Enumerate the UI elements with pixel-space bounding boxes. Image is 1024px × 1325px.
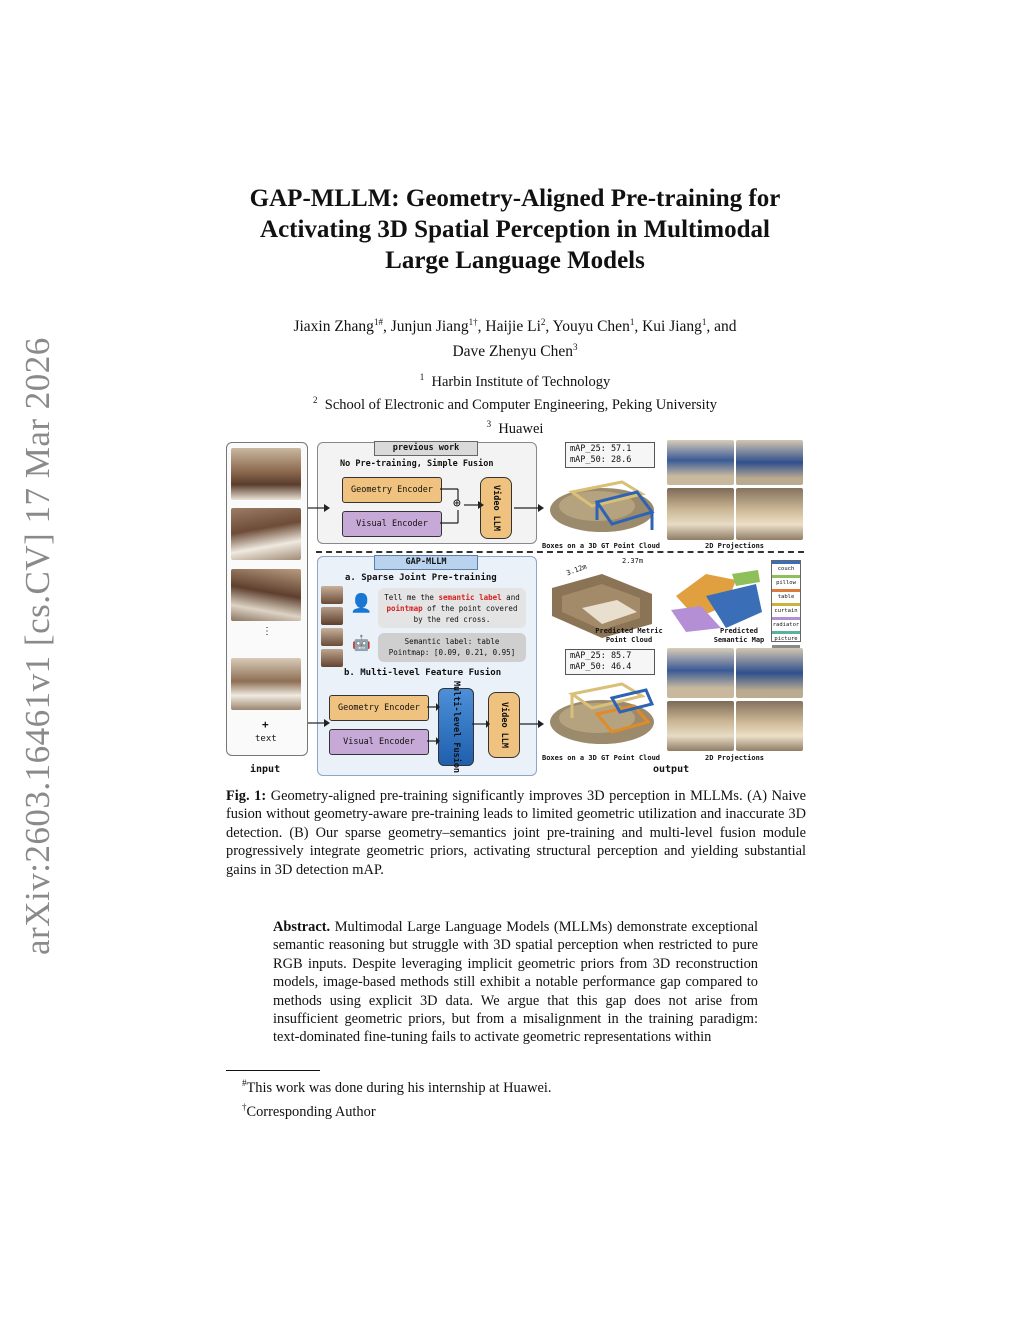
fusion-label: Multi-level Fusion [451,680,461,774]
title-line: Activating 3D Spatial Perception in Multimodal [260,216,770,243]
answer-bubble: Semantic label: table Pointmap: [0.09, 0.21, 0.95] [378,633,526,662]
geometry-encoder-a: Geometry Encoder [342,477,442,503]
abstract-label: Abstract. [273,919,331,935]
legend-item-curtain: curtain [772,603,800,617]
geometry-encoder-b: Geometry Encoder [329,695,429,721]
video-llm-label: Video LLM [499,701,509,749]
video-llm-label: Video LLM [491,484,501,532]
distance-1: 3.12m [565,562,588,578]
abstract [273,918,758,1047]
input-label: input [250,764,281,775]
distance-2: 2.37m [622,557,644,565]
predicted-semantic-map-caption: Predicted Semantic Map [713,627,765,644]
map25-b: mAP_25: 85.7 [570,651,632,661]
caption-text: Geometry-aligned pre-training significantly improves 3D perception in MLLMs. (A) Naive fusion without geometry-aware pre-training leads to limited geometric utilization and inaccurate 3D detection. (B) Our sparse geometry–semantics joint pre-training and multi-level fusion module progressively integrate geometric priors, activating structural perception and yielding substantial gains in 3D detection mAP. [226,788,806,878]
question-bubble: Tell me the semantic label and pointmap of the point covered by the red cross. [378,588,526,628]
projections-caption-b: 2D Projections [705,754,765,762]
robot-icon: 🤖 [352,634,371,652]
part-a-subtitle: No Pre-training, Simple Fusion [340,459,494,469]
fusion-title: b. Multi-level Feature Fusion [344,668,502,678]
figure-caption [226,787,806,879]
affiliation: $^1$ Harbin Institute of Technology [419,372,611,390]
boxes-caption-b: Boxes on a 3D GT Point Cloud [542,754,661,762]
user-icon: 👤 [350,593,373,614]
footnote: #This work was done during his internship at Huawei. [242,1078,552,1096]
visual-encoder-b: Visual Encoder [329,729,429,755]
visual-encoder-a: Visual Encoder [342,511,442,537]
map50-b: mAP_50: 46.4 [570,661,632,672]
abstract-text: Multimodal Large Language Models (MLLMs) demonstrate exceptional semantic reasoning but struggle with 3D spatial perception when restricted to pure RGB inputs. Despite leveraging implicit geometric priors from 3D reconstruction models, image-based methods still exhibit a notable performance gap compared to methods using explicit 3D data. We argue that this gap does not arise from insufficient geometric priors, but from a misalignment in the training paradigm: text-dominated fine-tuning fails to activate geometric representations within [273,919,758,1046]
title-line: GAP-MLLM: Geometry-Aligned Pre-training for [249,185,781,212]
part-b-header: GAP-MLLM [374,555,478,570]
flow-arrows [226,438,806,780]
plus-sign: + [262,718,269,731]
author-list [200,312,830,362]
boxes-caption-a: Boxes on a 3D GT Point Cloud [542,542,661,550]
footnote: †Corresponding Author [242,1101,376,1120]
footnotes [226,1074,806,1122]
authors-line: Jiaxin Zhang$^{1\#}$, Junjun Jiang$^{1\dagger}$, Haijie Li$^2$, Youyu Chen$^1$, Kui Jiang$^1$, and [293,317,737,336]
footnote-rule [226,1070,320,1071]
text-input-label: text [255,734,277,744]
input-ellipsis: ⋮ [262,626,272,637]
figure-1 [226,438,806,780]
map25-a: mAP_25: 57.1 [570,444,632,454]
sum-node: ⊕ [453,496,461,511]
paper-title [200,183,830,276]
legend-item-radiator: radiator [772,617,800,631]
map50-a: mAP_50: 28.6 [570,454,632,465]
arxiv-identifier: arXiv:2603.16461v1 [cs.CV] 17 Mar 2026 [18,337,57,955]
predicted-point-cloud-caption: Predicted Metric Point Cloud [595,627,663,644]
affiliation: $^2$ School of Electronic and Computer Engineering, Peking University [313,395,717,414]
legend-item-table: table [772,589,800,603]
caption-label: Fig. 1: [226,788,267,804]
authors-line: Dave Zhenyu Chen$^3$ [452,342,578,361]
projections-caption-a: 2D Projections [705,542,765,550]
affiliation: $^3$ Huawei [486,418,544,437]
legend-item-pillow: pillow [772,575,800,589]
legend-item-picture: picture [772,631,800,645]
output-label: output [653,764,690,775]
sparse-pretraining-title: a. Sparse Joint Pre-training [345,573,497,583]
part-a-header: previous work [374,441,478,456]
legend-item-couch: couch [772,561,800,575]
title-line: Large Language Models [385,247,645,274]
affiliations [200,368,830,438]
